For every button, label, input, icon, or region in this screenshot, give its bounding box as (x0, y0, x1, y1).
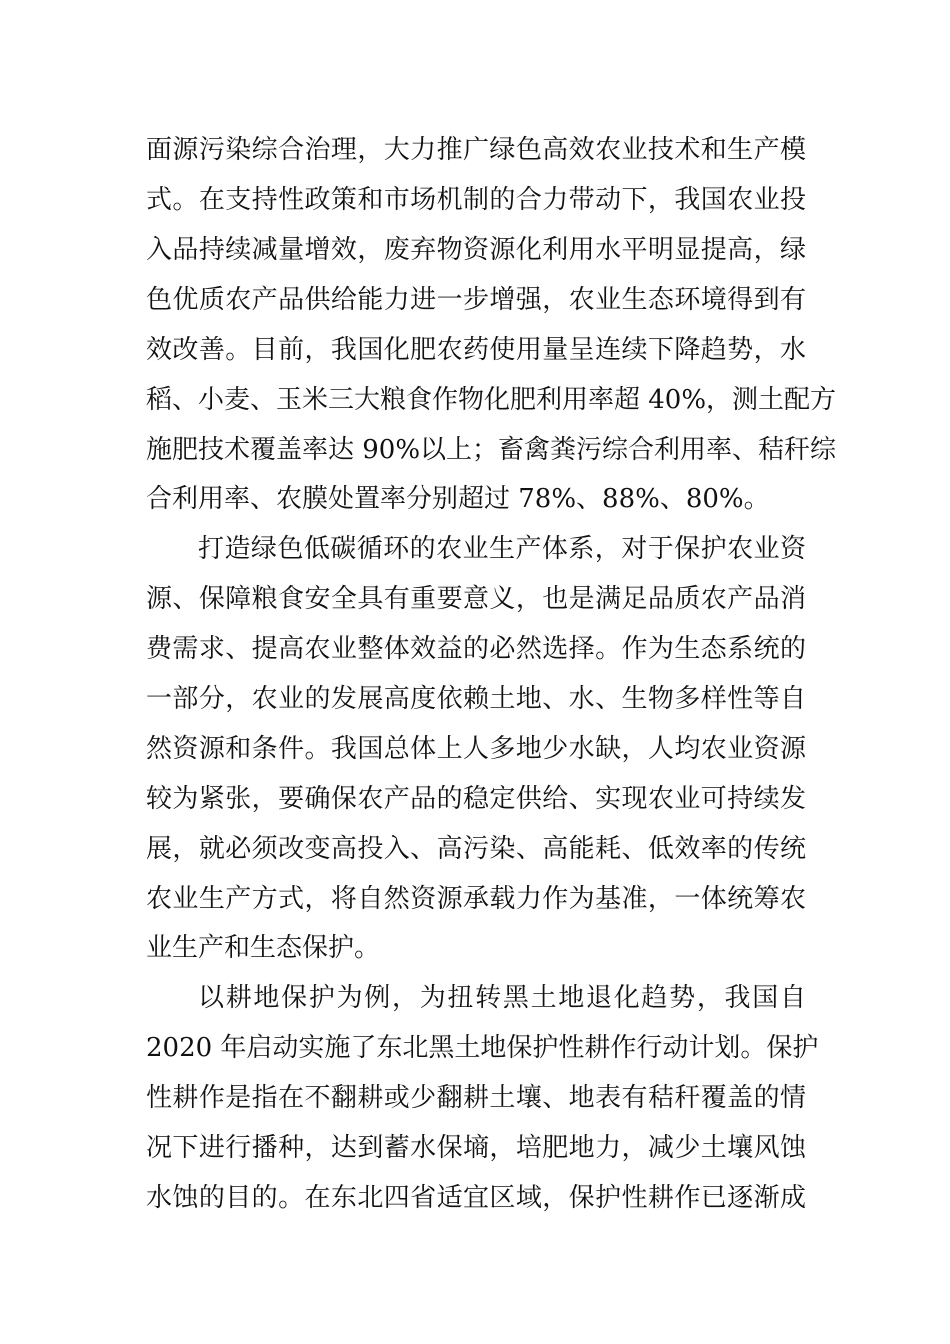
paragraph-line: 式。在支持性政策和市场机制的合力带动下，我国农业投 (146, 185, 806, 215)
paragraph-line: 水蚀的目的。在东北四省适宜区域，保护性耕作已逐渐成 (146, 1183, 806, 1213)
paragraph-line: 农业生产方式，将自然资源承载力作为基准，一体统筹农 (146, 884, 806, 914)
paragraph-line: 然资源和条件。我国总体上人多地少水缺，人均农业资源 (146, 734, 806, 764)
paragraph-line: 较为紧张，要确保农产品的稳定供给、实现农业可持续发 (146, 784, 806, 814)
paragraph-line: 费需求、提高农业整体效益的必然选择。作为生态系统的 (146, 634, 806, 664)
paragraph-line: 面源污染综合治理，大力推广绿色高效农业技术和生产模 (146, 135, 806, 165)
paragraph-line: 入品持续减量增效，废弃物资源化利用水平明显提高，绿 (146, 235, 806, 265)
paragraph-line: 打造绿色低碳循环的农业生产体系，对于保护农业资 (198, 534, 806, 564)
paragraph-line: 性耕作是指在不翻耕或少翻耕土壤、地表有秸秆覆盖的情 (146, 1083, 806, 1113)
paragraph-line: 一部分，农业的发展高度依赖土地、水、生物多样性等自 (146, 684, 806, 714)
paragraph-line: 色优质农产品供给能力进一步增强，农业生态环境得到有 (146, 285, 806, 315)
paragraph-line: 况下进行播种，达到蓄水保墒，培肥地力，减少土壤风蚀 (146, 1133, 806, 1163)
paragraph-line: 以耕地保护为例，为扭转黑土地退化趋势，我国自 (198, 983, 806, 1013)
paragraph-line: 2020 年启动实施了东北黑土地保护性耕作行动计划。保护 (146, 1033, 819, 1063)
paragraph-line: 效改善。目前，我国化肥农药使用量呈连续下降趋势，水 (146, 335, 806, 365)
paragraph-line: 合利用率、农膜处置率分别超过 78%、88%、80%。 (146, 484, 770, 514)
paragraph-line: 展，就必须改变高投入、高污染、高能耗、低效率的传统 (146, 834, 806, 864)
paragraph-line: 业生产和生态保护。 (146, 933, 381, 963)
paragraph-line: 施肥技术覆盖率达 90%以上；畜禽粪污综合利用率、秸秆综 (146, 435, 837, 465)
paragraph-line: 稻、小麦、玉米三大粮食作物化肥利用率超 40%，测土配方 (146, 385, 837, 415)
paragraph-line: 源、保障粮食安全具有重要意义，也是满足品质农产品消 (146, 584, 806, 614)
